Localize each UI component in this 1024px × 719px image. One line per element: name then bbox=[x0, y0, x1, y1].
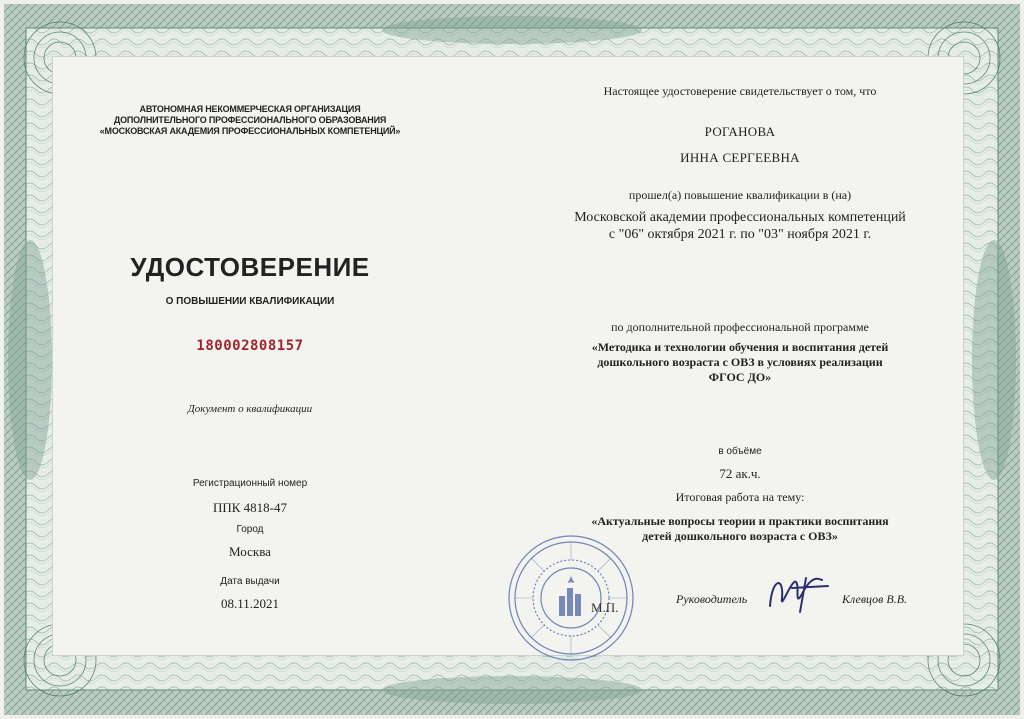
city-value: Москва bbox=[229, 544, 271, 559]
issue-date-value: 08.11.2021 bbox=[220, 596, 280, 611]
document-type: Документ о квалификации bbox=[187, 403, 313, 415]
given-names: ИННА СЕРГЕЕВНА bbox=[680, 150, 800, 165]
intro-text: Настоящее удостоверение свидетельствует о том, что bbox=[603, 84, 877, 98]
head-name: Клевцов В.В. bbox=[842, 592, 908, 606]
org-line-3: «МОСКОВСКАЯ АКАДЕМИЯ ПРОФЕССИОНАЛЬНЫХ КОМПЕТЕНЦИЙ» bbox=[99, 126, 401, 136]
final-work-line-1: «Актуальные вопросы теории и практики воспитания bbox=[591, 514, 889, 528]
city-label: Город bbox=[236, 524, 264, 535]
reg-number-value: ППК 4818-47 bbox=[212, 500, 288, 515]
final-work-label: Итоговая работа на тему: bbox=[675, 490, 805, 504]
program-line-1: «Методика и технологии обучения и воспитания детей bbox=[591, 340, 889, 354]
volume-value: 72 ак.ч. bbox=[719, 466, 761, 481]
reg-number-label: Регистрационный номер bbox=[192, 478, 308, 489]
passed-text: прошел(а) повышение квалификации в (на) bbox=[628, 188, 852, 202]
stamp-mark: М.П. bbox=[591, 600, 619, 615]
training-period: с "06" октября 2021 г. по "03" ноября 2021 г. bbox=[608, 227, 872, 242]
program-line-2: дошкольного возраста с ОВЗ в условиях реализации bbox=[597, 355, 883, 369]
surname: РОГАНОВА bbox=[704, 124, 776, 139]
document-subtitle: О ПОВЫШЕНИИ КВАЛИФИКАЦИИ bbox=[165, 296, 335, 307]
program-line-3: ФГОС ДО» bbox=[708, 370, 772, 384]
program-label: по дополнительной профессиональной программе bbox=[611, 320, 869, 334]
round-stamp bbox=[505, 532, 637, 664]
org-line-1: АВТОНОМНАЯ НЕКОММЕРЧЕСКАЯ ОРГАНИЗАЦИЯ bbox=[139, 104, 361, 114]
final-work-line-2: детей дошкольного возраста с ОВЗ» bbox=[642, 529, 838, 543]
document-title: УДОСТОВЕРЕНИЕ bbox=[130, 252, 370, 282]
issue-date-label: Дата выдачи bbox=[220, 576, 280, 587]
academy-name: Московской академии профессиональных компетенций bbox=[574, 210, 906, 225]
volume-label: в объёме bbox=[718, 446, 762, 457]
head-label: Руководитель bbox=[676, 592, 748, 606]
org-line-2: ДОПОЛНИТЕЛЬНОГО ПРОФЕССИОНАЛЬНОГО ОБРАЗОВАНИЯ bbox=[113, 115, 387, 125]
document-number: 180002808157 bbox=[196, 338, 304, 354]
signature bbox=[762, 568, 832, 618]
